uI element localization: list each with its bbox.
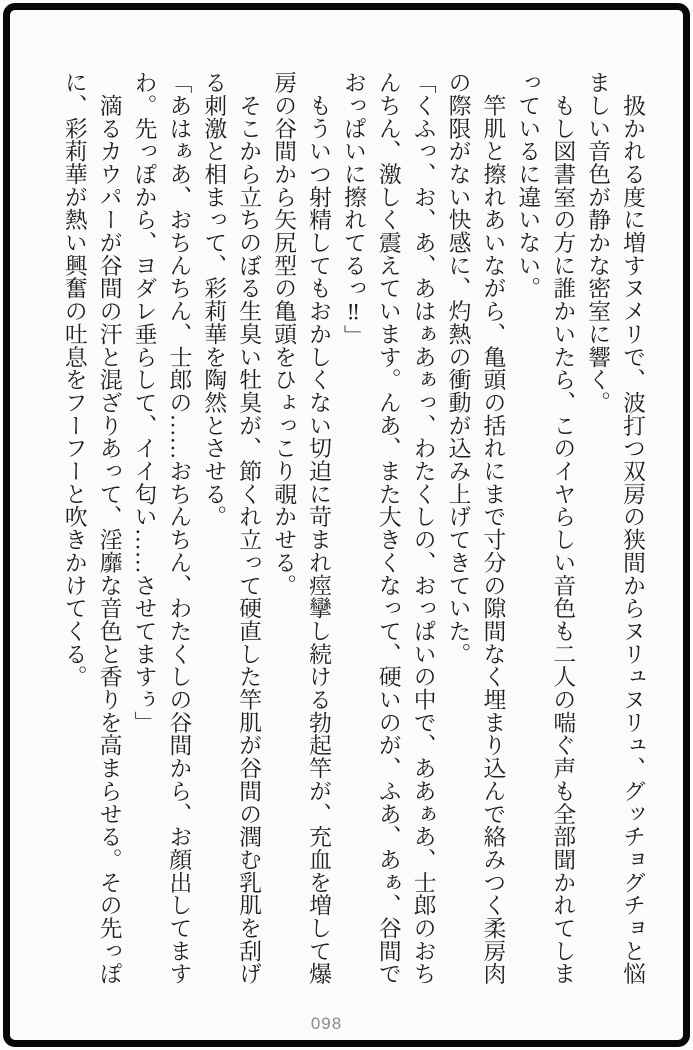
text-column: る刺激と相まって、彩莉華を陶然とさせる。 [201, 71, 227, 528]
text-column: ましい音色が静かな密室に響く。 [585, 71, 611, 414]
text-column: の際限がない快感に、灼熱の衝動が込み上げてきていた。 [445, 71, 471, 666]
text-column: 竿肌と擦れあいながら、亀頭の括れにまで寸分の隙間なく埋まり込んで絡みつく柔房肉 [480, 71, 506, 985]
text-column: もういつ射精してもおかしくない切迫に苛まれ痙攣し続ける勃起竿が、充血を増して爆 [305, 71, 331, 985]
text-column: もし図書室の方に誰かいたら、このイヤらしい音色も二人の喘ぐ声も全部聞かれてしま [550, 71, 576, 985]
page-number: 098 [310, 1014, 343, 1033]
text-column: っているに違いない。 [515, 71, 541, 300]
text-column: んちん、激しく震えています。んあ、また大きくなって、硬いのが、ふあ、あぁ、谷間で [375, 71, 401, 985]
text-column: おっぱいに擦れてるっ‼」 [340, 71, 366, 348]
text-column: 扱かれる度に増すヌメリで、波打つ双房の狭間からヌリュヌリュ、グッチョグチョと悩 [620, 71, 645, 985]
text-column: わ。先っぽから、ヨダレ垂らして、イイ匂い……させてますぅ」 [131, 71, 157, 734]
text-column: そこから立ちのぼる生臭い牡臭が、節くれ立って硬直した竿肌が谷間の潤む乳肌を刮げ [236, 71, 262, 985]
text-column: 滴るカウパーが谷間の汗と混ざりあって、淫靡な音色と香りを高まらせる。その先っぽ [96, 71, 122, 985]
text-area [56, 71, 649, 985]
text-column: に、彩莉華が熱い興奮の吐息をフーフーと吹きかけてくる。 [61, 71, 87, 688]
text-column: 房の谷間から矢尻型の亀頭をひょっこり覗かせる。 [271, 71, 297, 597]
text-column: 「あはぁあ、おちんちん、士郎の……おちんちん、わたくしの谷間から、お顔出してます [166, 71, 192, 985]
text-column: 「くふっ、お、あ、あはぁあぁっ、わたくしの、おっぱいの中で、ああぁあ、士郎のおち [410, 71, 436, 985]
